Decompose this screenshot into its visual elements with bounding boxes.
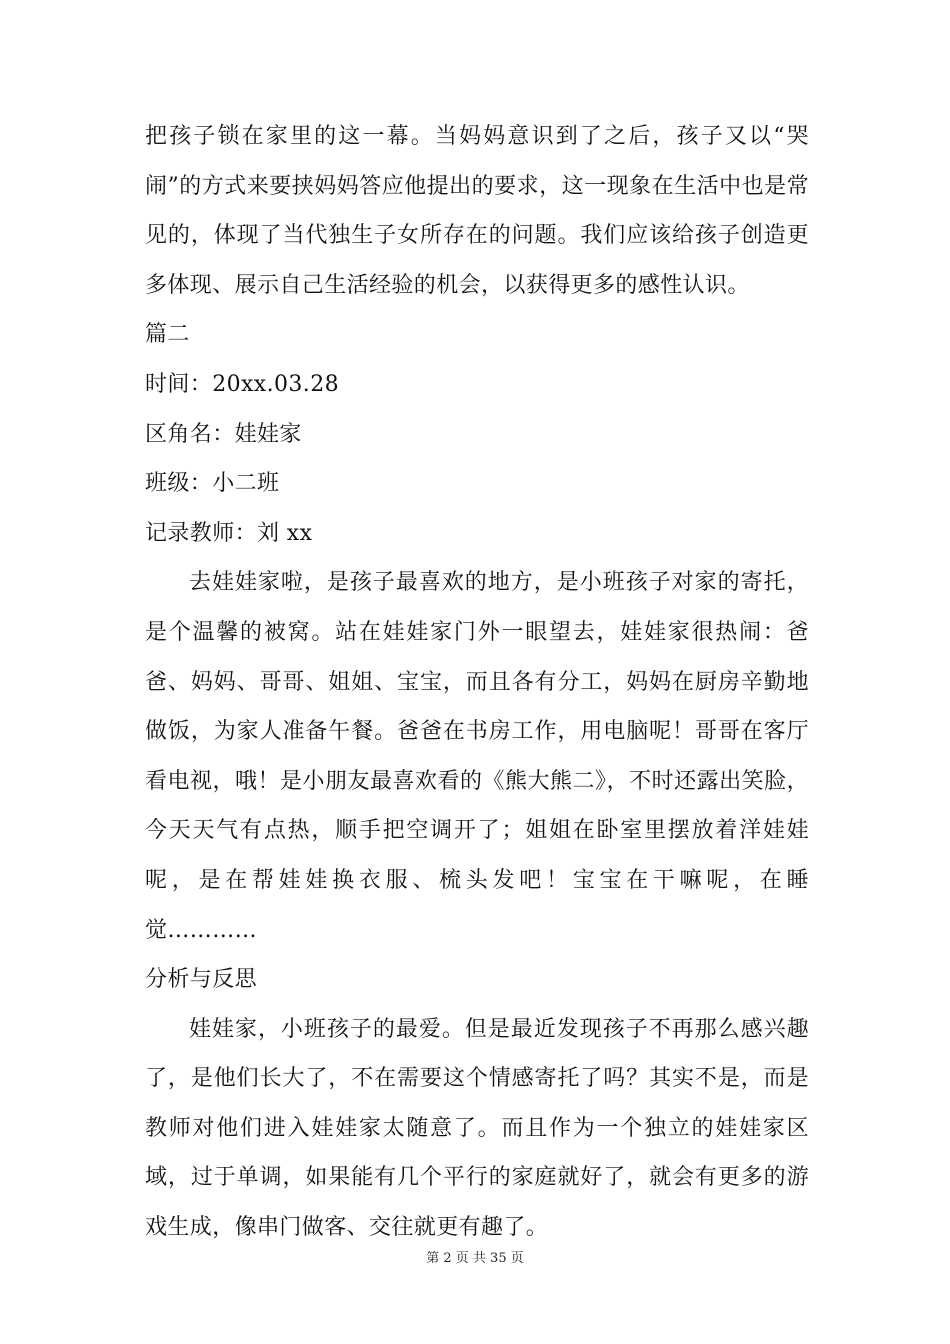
page-footer <box>0 1250 950 1268</box>
observation-paragraph: 去娃娃家啦，是孩子最喜欢的地方，是小班孩子对家的寄托，是个温馨的被窝。站在娃娃家门外一眼望去，娃娃家很热闹：爸爸、妈妈、哥哥、姐姐、宝宝，而且各有分工，妈妈在厨房辛勤地做饭，为家人准备午餐。爸爸在书房工作，用电脑呢！哥哥在客厅看电视，哦！是小朋友最喜欢看的《熊大熊二》，不时还露出笑脸，今天天气有点热，顺手把空调开了；姐姐在卧室里摆放着洋娃娃呢，是在帮娃娃换衣服、梳头发吧！宝宝在干嘛呢，在睡觉………… <box>145 570 809 943</box>
record-area-name: 区角名：娃娃家 <box>145 421 302 447</box>
record-teacher: 记录教师：刘 xx <box>145 520 313 546</box>
page-content <box>145 112 809 1253</box>
analysis-heading: 分析与反思 <box>145 967 258 993</box>
page-number-label: 第 2 页 共 35 页 <box>426 1251 524 1266</box>
section-heading: 篇二 <box>145 322 190 348</box>
record-class: 班级：小二班 <box>145 471 280 497</box>
record-time: 时间：20xx.03.28 <box>145 371 339 397</box>
continued-paragraph: 把孩子锁在家里的这一幕。当妈妈意识到了之后，孩子又以“哭闹”的方式来要挟妈妈答应他提出的要求，这一现象在生活中也是常见的，体现了当代独生子女所存在的问题。我们应该给孩子创造更多体现、展示自己生活经验的机会，以获得更多的感性认识。 <box>145 124 809 298</box>
analysis-paragraph: 娃娃家，小班孩子的最爱。但是最近发现孩子不再那么感兴趣了，是他们长大了，不在需要这个情感寄托了吗？其实不是，而是教师对他们进入娃娃家太随意了。而且作为一个独立的娃娃家区域，过于单调，如果能有几个平行的家庭就好了，就会有更多的游戏生成，像串门做客、交往就更有趣了。 <box>145 1016 809 1241</box>
